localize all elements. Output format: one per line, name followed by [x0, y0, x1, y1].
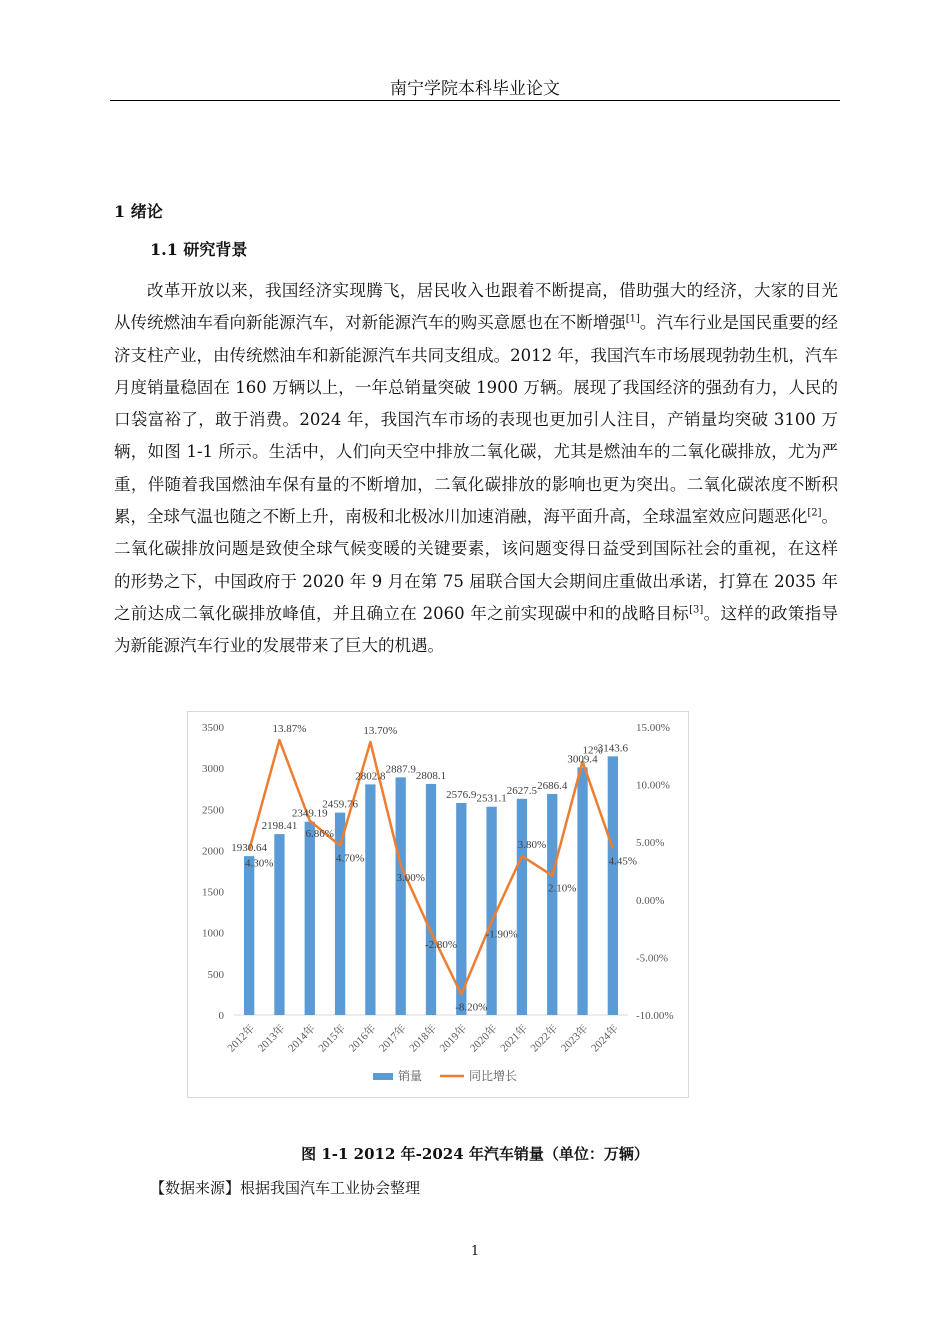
x-tick-label: 2020年 [467, 1022, 500, 1055]
running-header: 南宁学院本科毕业论文 [390, 79, 560, 99]
bar-data-label: 2531.1 [476, 792, 507, 805]
line-data-label: 13.70% [363, 724, 398, 737]
legend-bar-swatch [373, 1073, 393, 1080]
sales-chart [187, 711, 689, 1098]
bar [396, 777, 406, 1015]
bar [426, 784, 436, 1015]
citation-3: [3] [689, 604, 704, 616]
y2-tick-label: 15.00% [636, 722, 670, 734]
figure-caption: 图 1-1 2012 年-2024 年汽车销量（单位：万辆） [301, 1145, 649, 1163]
line-data-label: -2.80% [424, 939, 458, 952]
bar [547, 794, 557, 1015]
y-tick-label: 0 [218, 1010, 224, 1022]
x-tick-label: 2018年 [407, 1022, 440, 1055]
y-tick-label: 3500 [202, 722, 224, 734]
y2-tick-label: 5.00% [636, 837, 665, 850]
y-tick-label: 2500 [202, 804, 224, 817]
line-data-label: 12% [582, 744, 603, 757]
bar-data-label: 3143.6 [597, 742, 628, 755]
y2-tick-label: 10.00% [636, 779, 670, 792]
x-tick-label: 2013年 [255, 1022, 288, 1055]
bar [486, 807, 496, 1015]
x-tick-label: 2017年 [376, 1022, 409, 1055]
line-data-label: -1.90% [485, 928, 518, 941]
line-data-label: 2.10% [548, 882, 577, 895]
line-data-label: 13.87% [272, 723, 307, 736]
legend-line-label: 同比增长 [469, 1069, 518, 1083]
y2-tick-label: -5.00% [636, 952, 669, 965]
bar [274, 834, 284, 1015]
line-data-label: 4.30% [244, 857, 274, 870]
bar [517, 799, 527, 1015]
x-tick-label: 2019年 [437, 1022, 470, 1055]
legend-bar-label: 销量 [398, 1069, 423, 1083]
paragraph-text-1: 改革开放以来，我国经济实现腾飞，居民收入也跟着不断提高，借助强大的经济，大家的目光从传统燃油车看向新能源汽车，对新能源汽车的购买意愿也在不断增强 [114, 281, 838, 333]
y-tick-label: 1500 [202, 886, 224, 899]
x-tick-label: 2014年 [286, 1022, 318, 1055]
bar [365, 784, 375, 1015]
bar-data-label: 2627.5 [506, 784, 538, 797]
citation-1: [1] [625, 313, 640, 325]
bar [305, 822, 315, 1015]
line-data-label: 3.00% [396, 872, 425, 885]
bar-data-label: 2349.19 [291, 807, 328, 820]
citation-2: [2] [807, 507, 822, 519]
paragraph-text-4: 。这样的政策指导为新能源汽车行业的发展带来了巨大的机遇。 [114, 603, 838, 656]
y2-tick-label: 0.00% [636, 894, 665, 907]
bar-data-label: 2808.1 [415, 769, 447, 782]
bar [577, 767, 587, 1015]
y-tick-label: 1000 [202, 927, 224, 940]
paragraph-text-3: 。二氧化碳排放问题是致使全球气候变暖的关键要素，该问题变得日益受到国际社会的重视，在这样的形势之下，中国政府于 2020 年 9 月在第 75 届联合国大会期间庄重做出承诺，打算在 2035 年之前达成二氧化碳排放峰值，并且确立在 2060 年之前实现碳中和的战略目标 [114, 507, 839, 623]
paragraph-text-2: 。汽车行业是国民重要的经济支柱产业，由传统燃油车和新能源汽车共同支组成。2012 年，我国汽车市场展现勃勃生机，汽车月度销量稳固在 160 万辆以上，一年总销量突破 1900 万辆。展现了我国经济的强劲有力，人民的口袋富裕了，敢于消费。2024 年，我国汽车市场的表现也更加引人注目，产销量均突破 3100 万辆，如图 1-1 所示。生活中，人们向天空中排放二氧化碳，尤其是燃油车的二氧化碳排放，尤为严重，伴随着我国燃油车保有量的不断增加，二氧化碳排放的影响也更为突出。二氧化碳浓度不断积累，全球气温也随之不断上升，南极和北极冰川加速消融，海平面升高，全球温室效应问题恶化 [114, 313, 839, 527]
line-data-label: 6.86% [305, 827, 334, 840]
header-rule [110, 100, 840, 101]
x-tick-label: 2015年 [316, 1022, 349, 1055]
x-tick-label: 2012年 [225, 1022, 258, 1055]
bar-data-label: 2887.9 [385, 763, 416, 776]
line-data-label: 4.70% [335, 852, 365, 865]
y-tick-label: 3000 [202, 763, 224, 776]
bar-data-label: 2802.8 [355, 770, 386, 783]
line-data-label: 4.45% [608, 855, 638, 868]
line-data-label: -8.20% [455, 1001, 488, 1014]
bar [244, 856, 254, 1015]
section-heading: 1.1 研究背景 [150, 240, 248, 259]
bar-data-label: 1930.64 [231, 842, 268, 855]
data-source-note: 【数据来源】根据我国汽车工业协会整理 [150, 1179, 421, 1197]
y-tick-label: 2000 [202, 845, 224, 858]
x-tick-label: 2022年 [528, 1022, 561, 1055]
x-tick-label: 2024年 [589, 1022, 621, 1055]
line-data-label: 3.80% [517, 839, 547, 852]
bar-data-label: 3009.4 [567, 753, 598, 766]
x-tick-label: 2016年 [346, 1022, 379, 1055]
chart-svg [188, 712, 688, 1097]
body-paragraph [114, 275, 838, 663]
x-tick-label: 2021年 [498, 1022, 531, 1055]
bar-data-label: 2576.9 [446, 788, 477, 801]
bar-data-label: 2198.41 [261, 820, 298, 833]
y-tick-label: 500 [207, 968, 224, 981]
y2-tick-label: -10.00% [636, 1010, 674, 1022]
x-tick-label: 2023年 [558, 1022, 591, 1055]
bar-data-label: 2459.76 [322, 798, 358, 811]
bar-data-label: 2686.4 [537, 779, 568, 792]
chapter-heading: 1 绪论 [114, 202, 163, 221]
page-number: 1 [470, 1244, 480, 1259]
bar [608, 756, 618, 1015]
